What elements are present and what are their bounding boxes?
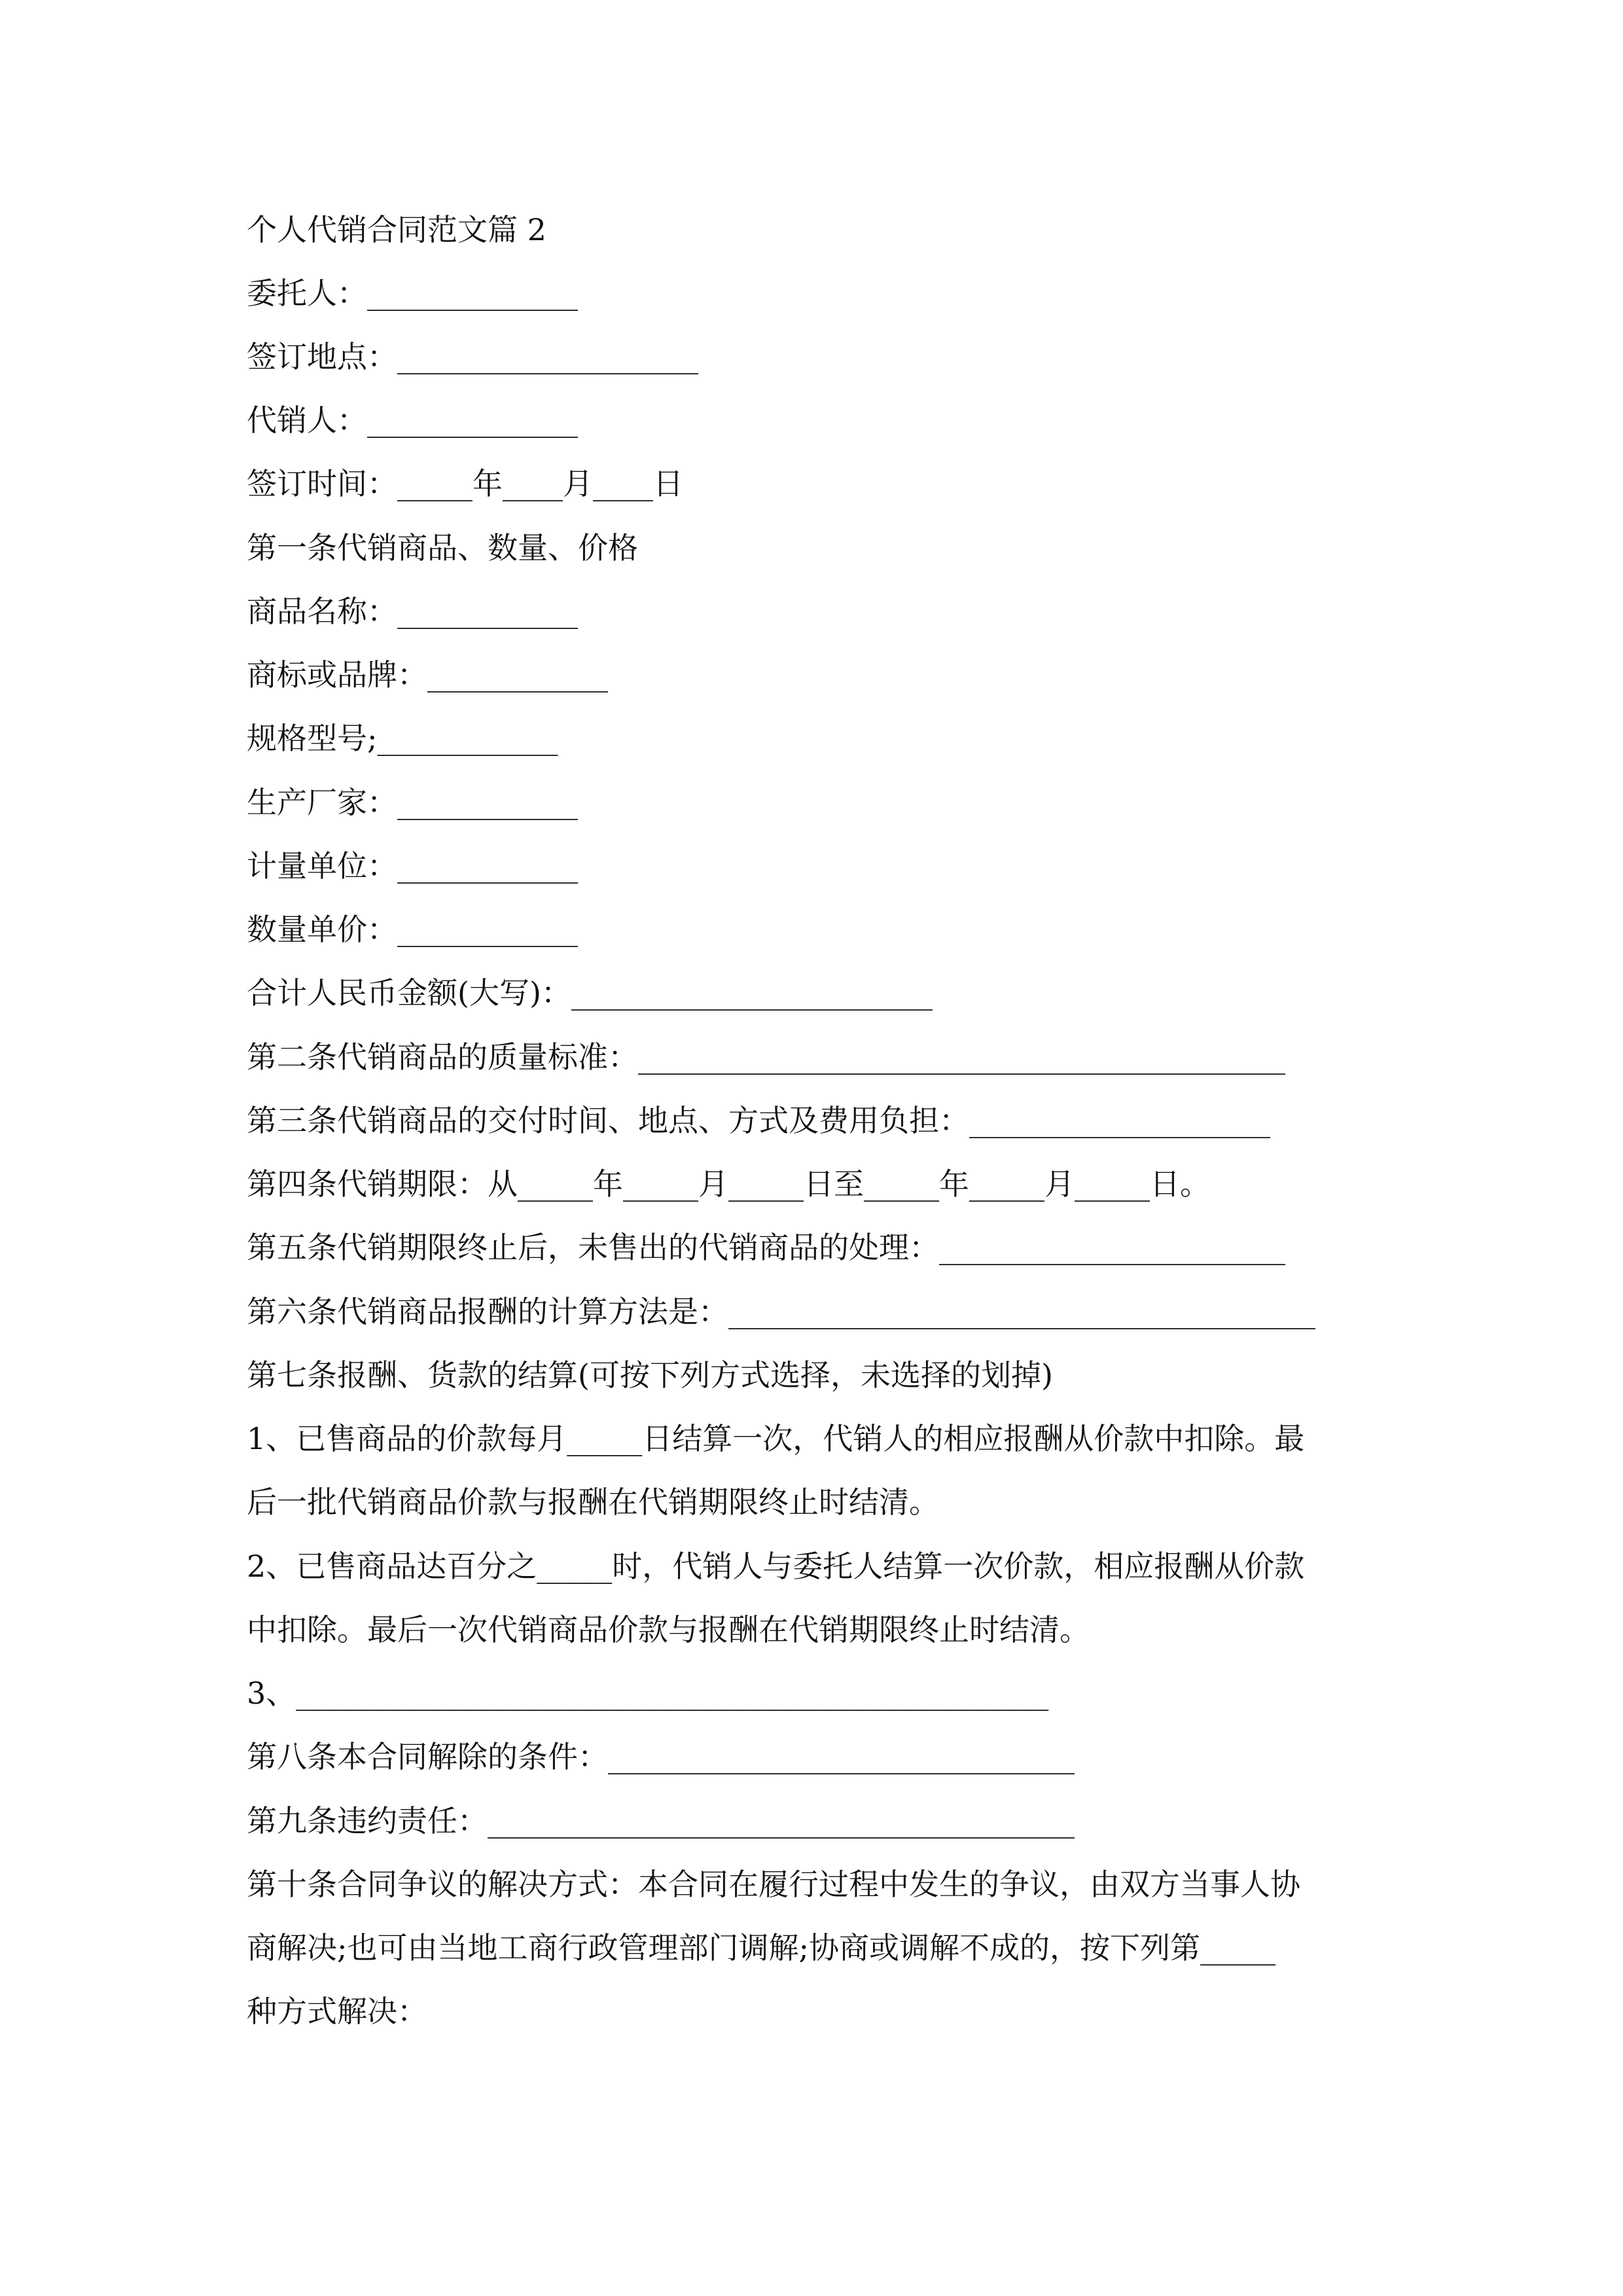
document-title: 个人代销合同范文篇 2 [247,212,546,247]
article-10-line-1: 第十条合同争议的解决方式：本合同在履行过程中发生的争议，由双方当事人协 [247,1867,1300,1902]
article-7-item-1-line-1: 1、已售商品的价款每月_____日结算一次，代销人的相应报酬从价款中扣除。最 [247,1421,1305,1456]
field-consignee: 代销人：______________ [247,403,578,438]
article-1-heading: 第一条代销商品、数量、价格 [247,530,638,565]
field-brand: 商标或品牌：____________ [247,657,608,692]
field-manufacturer: 生产厂家：____________ [247,785,578,820]
article-7-heading: 第七条报酬、货款的结算(可按下列方式选择，未选择的划掉) [247,1357,1053,1393]
field-signing-date: 签订时间：_____年____月____日 [247,466,683,501]
field-signing-place: 签订地点：____________________ [247,339,698,374]
article-7-item-1-line-2: 后一批代销商品价款与报酬在代销期限终止时结清。 [247,1484,939,1520]
article-7-item-2-line-2: 中扣除。最后一次代销商品价款与报酬在代销期限终止时结清。 [247,1612,1090,1647]
article-6: 第六条代销商品报酬的计算方法是：_______________________________________ [247,1294,1315,1329]
field-product-name: 商品名称：____________ [247,594,578,629]
article-3: 第三条代销商品的交付时间、地点、方式及费用负担：____________________ [247,1103,1270,1138]
article-4: 第四条代销期限：从_____年_____月_____日至_____年_____月_____日。 [247,1166,1210,1202]
article-2: 第二条代销商品的质量标准：___________________________________________ [247,1039,1285,1075]
field-unit-price: 数量单价：____________ [247,912,578,947]
article-5: 第五条代销期限终止后，未售出的代销商品的处理：_______________________ [247,1230,1285,1265]
article-10-line-2: 商解决;也可由当地工商行政管理部门调解;协商或调解不成的，按下列第_____ [247,1930,1275,1965]
field-total-amount: 合计人民币金额(大写)：________________________ [247,975,933,1011]
article-9: 第九条违约责任：_______________________________________ [247,1803,1075,1839]
article-7-item-2-line-1: 2、已售商品达百分之_____时，代销人与委托人结算一次价款，相应报酬从价款 [247,1549,1305,1584]
article-10-line-3: 种方式解决： [247,1994,427,2029]
field-unit: 计量单位：____________ [247,848,578,884]
article-8: 第八条本合同解除的条件：_______________________________ [247,1739,1075,1774]
field-model: 规格型号;____________ [247,721,558,756]
article-7-item-3: 3、__________________________________________________ [247,1676,1049,1711]
field-consignor: 委托人：______________ [247,276,578,311]
